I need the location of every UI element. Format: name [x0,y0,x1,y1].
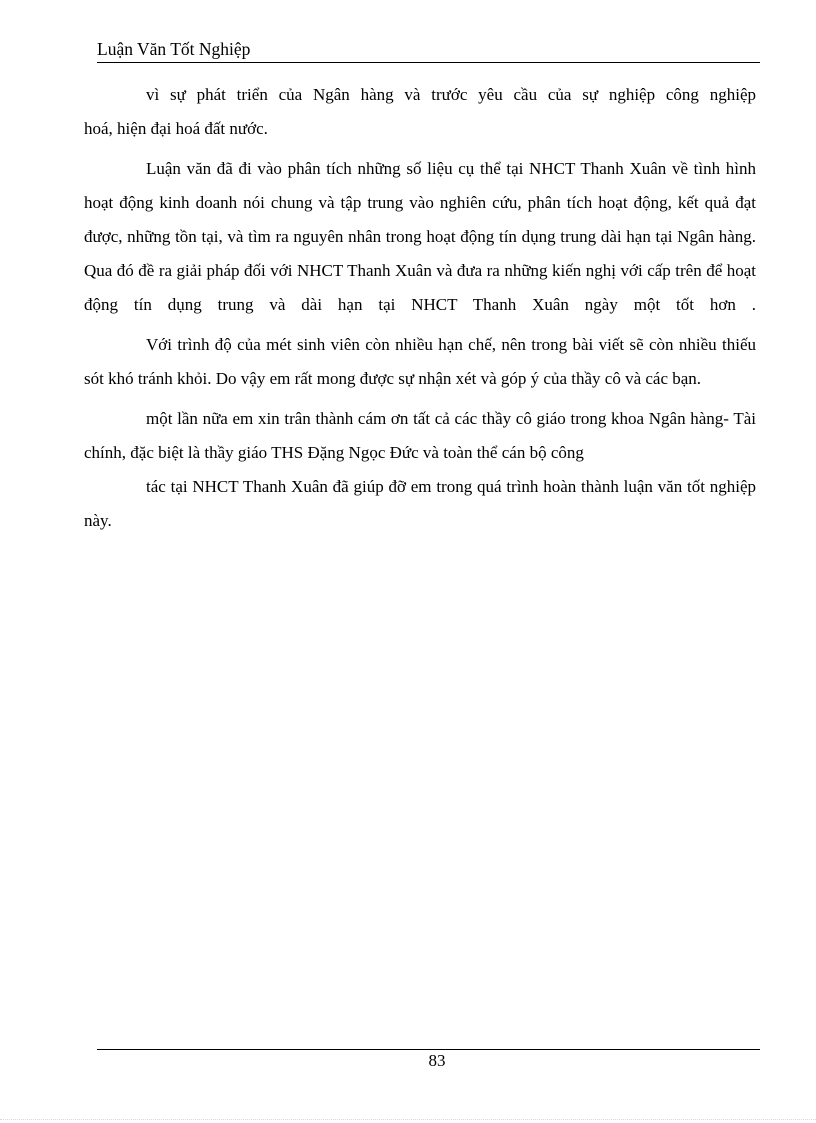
paragraph-3: Với trình độ của mét sinh viên còn nhiều hạn chế, nên trong bài viết sẽ còn nhiều thiếu sót khó tránh khỏi. Do vậy em rất mong được sự nhận xét và góp ý của thầy cô và các bạn. [84,335,756,388]
header-title: Luận Văn Tốt Nghiệp [97,39,251,59]
paragraph-4: một lần nữa em xin trân thành cám ơn tất cả các thầy cô giáo trong khoa Ngân hàng- Tài chính, đặc biệt là thầy giáo THS Đặng Ngọc Đức và toàn thể cán bộ công [84,409,756,462]
paragraph-2: Luận văn đã đi vào phân tích những số liệu cụ thể tại NHCT Thanh Xuân về tình hình hoạt động kinh doanh nói chung và tập trung vào nghiên cứu, phân tích hoạt động, kết quả đạt được, những tồn tại, và tìm ra nguyên nhân trong hoạt động tín dụng trung dài hạn tại Ngân hàng. Qua đó đề ra giải pháp đối với NHCT Thanh Xuân và đưa ra những kiến nghị với cấp trên để hoạt động tín dụng trung và dài hạn tại NHCT Thanh Xuân ngày một tốt hơn . [84,159,756,314]
footer-rule [97,1049,760,1050]
paragraph-1-line-1: vì sự phát triển của Ngân hàng và trước yêu cầu của sự nghiệp công nghiệp [146,85,756,104]
page-number: 83 [428,1051,446,1070]
page-bottom-edge [0,1119,816,1120]
body-text [84,78,756,538]
page-header [97,38,760,63]
paragraph-1-line-2: hoá, hiện đại hoá đất nước. [84,119,268,138]
paragraph-5: tác tại NHCT Thanh Xuân đã giúp đỡ em trong quá trình hoàn thành luận văn tốt nghiệp này. [84,477,756,530]
